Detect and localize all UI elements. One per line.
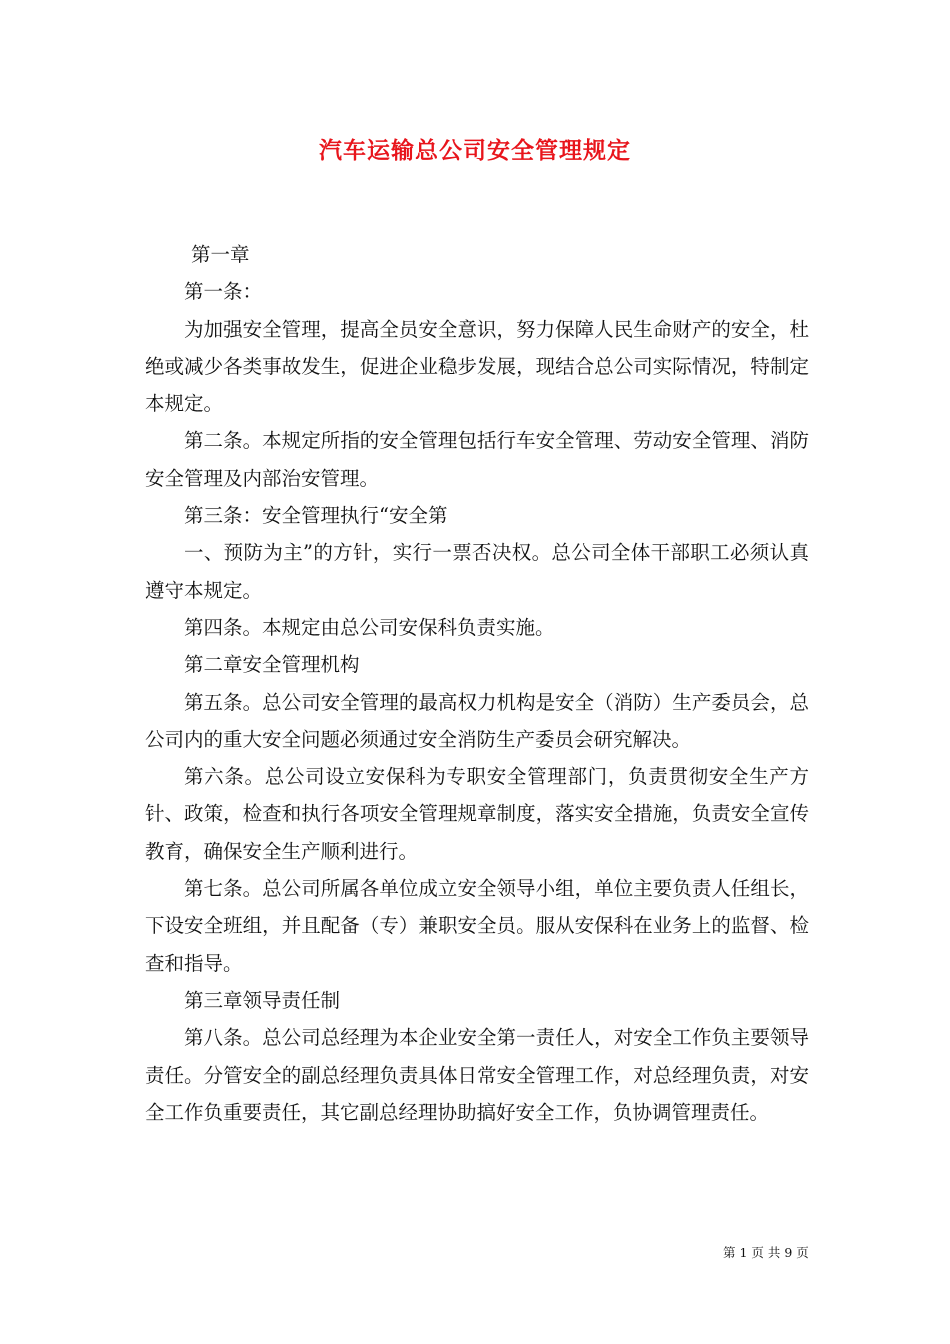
article-heading: 第一条： xyxy=(184,280,263,304)
paragraph: 第五条。总公司安全管理的最高权力机构是安全（消防）生产委员会，总公司内的重大安全问题必须通过安全消防生产委员会研究解决。 xyxy=(145,690,809,751)
paragraph: 第八条。总公司总经理为本企业安全第一责任人，对安全工作负主要领导责任。分管安全的副总经理负责具体日常安全管理工作，对总经理负责，对安全工作负重要责任，其它副总经理协助搞好安全工作，负协调管理责任。 xyxy=(145,1026,809,1124)
paragraph: 第三条：安全管理执行“安全第 xyxy=(184,504,448,528)
document-body xyxy=(145,236,809,1131)
chapter-heading: 第一章 xyxy=(191,243,250,266)
paragraph: 为加强安全管理，提高全员安全意识，努力保障人民生命财产的安全，杜绝或减少各类事故发生，促进企业稳步发展，现结合总公司实际情况，特制定本规定。 xyxy=(145,317,809,416)
page-number: 第 1 页 共 9 页 xyxy=(723,1245,809,1260)
paragraph: 第七条。总公司所属各单位成立安全领导小组，单位主要负责人任组长，下设安全班组，并且配备（专）兼职安全员。服从安保科在业务上的监督、检查和指导。 xyxy=(145,877,809,975)
document-title: 汽车运输总公司安全管理规定 xyxy=(319,137,631,164)
paragraph: 第六条。总公司设立安保科为专职安全管理部门，负责贯彻安全生产方针、政策，检查和执行各项安全管理规章制度，落实安全措施，负责安全宣传教育，确保安全生产顺利进行。 xyxy=(145,765,809,863)
paragraph: 第二条。本规定所指的安全管理包括行车安全管理、劳动安全管理、消防安全管理及内部治安管理。 xyxy=(145,429,809,490)
chapter-heading: 第二章安全管理机构 xyxy=(184,653,360,677)
chapter-heading: 第三章领导责任制 xyxy=(184,988,341,1012)
paragraph: 第四条。本规定由总公司安保科负责实施。 xyxy=(184,615,555,639)
paragraph: 一、预防为主”的方针，实行一票否决权。总公司全体干部职工必须认真遵守本规定。 xyxy=(145,541,809,602)
